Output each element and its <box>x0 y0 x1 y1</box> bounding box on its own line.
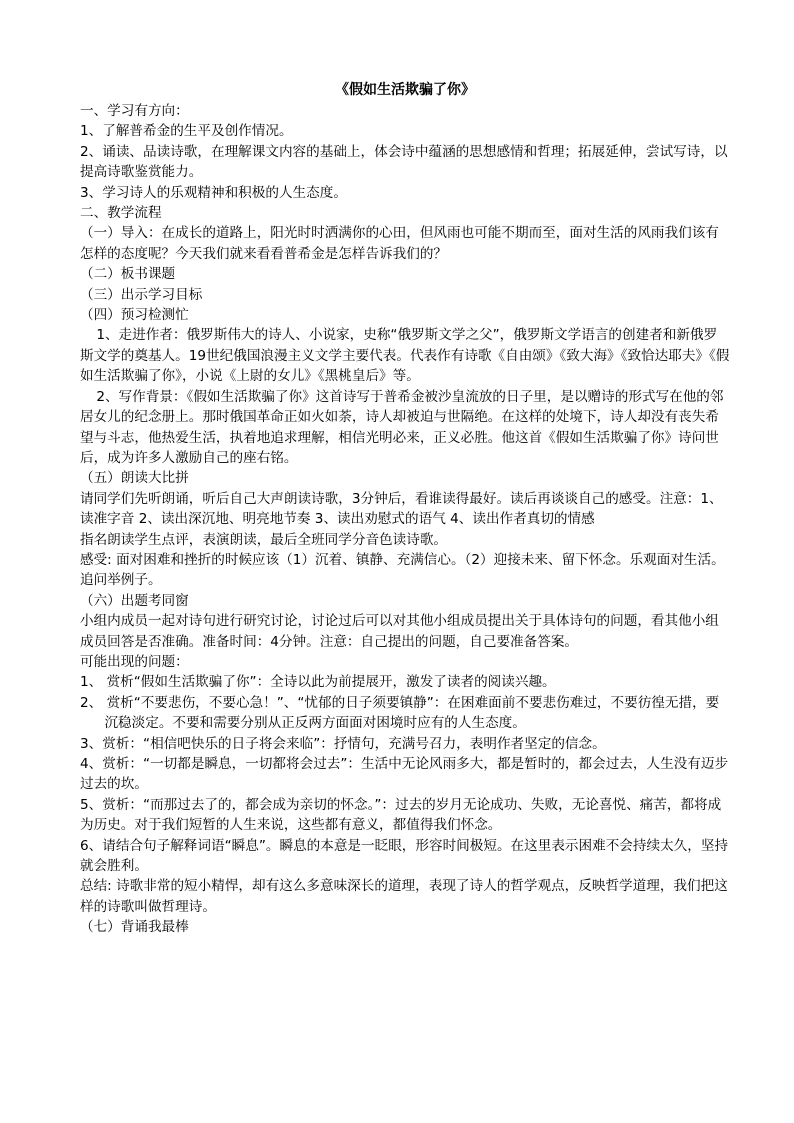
author-intro: 1、走进作者：俄罗斯伟大的诗人、小说家，史称“俄罗斯文学之父”，俄罗斯文学语言的创建者和新俄罗斯文学的奠基人。19世纪俄国浪漫主义文学主要代表。代表作有诗歌《自由颂》《致大海》《致恰达耶夫》《假如生活欺骗了你》，小说《上尉的女儿》《黑桃皇后》等。 <box>80 327 730 385</box>
reading-feeling: 感受: 面对困难和挫折的时候应该（1）沉着、镇静、充满信心。（2）迎接未来、留下怀念。乐观面对生活。追问举例子。 <box>80 551 725 589</box>
goal-item-2: 2、诵读、品读诗歌，在理解课文内容的基础上，体会诗中蕴涵的思想感情和哲理；拓展延伸，尝试写诗，以提高诗歌鉴赏能力。 <box>80 143 728 181</box>
section-heading-process: 二、教学流程 <box>80 205 162 222</box>
question-item-2: 2、 赏析“不要悲伤，不要心急！”、“忧郁的日子须要镇静”：在困难面前不要悲伤难过，不要彷徨无措，要沉稳淡定。不要和需要分别从正反两方面面对困境时应有的人生态度。 <box>80 694 720 732</box>
goal-item-1: 1、了解普希金的生平及创作情况。 <box>80 123 293 140</box>
summary: 总结: 诗歌非常的短小精悍，却有这么多意味深长的道理，表现了诗人的哲学观点，反映哲学道理，我们把这样的诗歌叫做哲理诗。 <box>80 878 728 915</box>
question-item-1: 1、 赏析“假如生活欺骗了你”：全诗以此为前提展开，激发了读者的阅读兴趣。 <box>80 674 556 691</box>
step-reading-contest: （五）朗读大比拼 <box>80 470 189 487</box>
step-show-goals: （三）出示学习目标 <box>80 286 203 303</box>
possible-questions-heading: 可能出现的问题： <box>80 653 189 670</box>
document-title: 《假如生活欺骗了你》 <box>335 82 475 98</box>
question-item-5: 5、赏析：“而那过去了的，都会成为亲切的怀念。”：过去的岁月无论成功、失败，无论喜悦、痛苦，都将成为历史。对于我们短暂的人生来说，这些都有意义，都值得我们怀念。 <box>80 796 722 834</box>
question-item-4: 4、赏析：“一切都是瞬息，一切都将会过去”：生活中无论风雨多大，都是暂时的，都会过去，人生没有迈步过去的坎。 <box>80 756 729 793</box>
question-item-6: 6、请结合句子解释词语“瞬息”。瞬息的本意是一眨眼，形容时间极短。在这里表示困难不会持续太久，坚持就会胜利。 <box>80 837 729 875</box>
step-board-title: （二）板书课题 <box>80 266 176 283</box>
reading-evaluation: 指名朗读学生点评，表演朗读，最后全班同学分音色读诗歌。 <box>80 531 448 548</box>
step-question-peers: （六）出题考同窗 <box>80 592 189 609</box>
step-preview-check: （四）预习检测忙 <box>80 307 189 324</box>
group-discussion: 小组内成员一起对诗句进行研究讨论，讨论过后可以对其他小组成员提出关于具体诗句的问题，看其他小组成员回答是否准确。准备时间：4分钟。注意：自己提出的问题，自己要准备答案。 <box>80 613 719 650</box>
step-intro: （一）导入：在成长的道路上，阳光时时洒满你的心田，但风雨也可能不期而至，面对生活的风雨我们该有怎样的态度呢？今天我们就来看看普希金是怎样告诉我们的？ <box>80 225 719 262</box>
writing-background: 2、写作背景：《假如生活欺骗了你》这首诗写于普希金被沙皇流放的日子里，是以赠诗的形式写在他的邻居女儿的纪念册上。那时俄国革命正如火如荼，诗人却被迫与世隔绝。在这样的处境下，诗人却没有丧失希望与斗志，他热爱生活，执着地追求理解，相信光明必来，正义必胜。他这首《假如生活欺骗了你》诗问世后，成为许多人激励自己的座右铭。 <box>80 388 724 466</box>
question-item-3: 3、赏析：“相信吧快乐的日子将会来临”：抒情句，充满号召力，表明作者坚定的信念。 <box>80 735 606 752</box>
reading-instructions: 请同学们先听朗诵，听后自己大声朗读诗歌，3分钟后，看谁读得最好。读后再谈谈自己的感受。注意：1、读准字音 2、读出深沉地、明亮地节奏 3、读出劝慰式的语气 4、读出作者真切的情感 <box>80 490 723 528</box>
step-recite: （七）背诵我最棒 <box>80 919 189 936</box>
goal-item-3: 3、学习诗人的乐观精神和积极的人生态度。 <box>80 184 347 201</box>
section-heading-goals: 一、学习有方向： <box>80 103 189 119</box>
